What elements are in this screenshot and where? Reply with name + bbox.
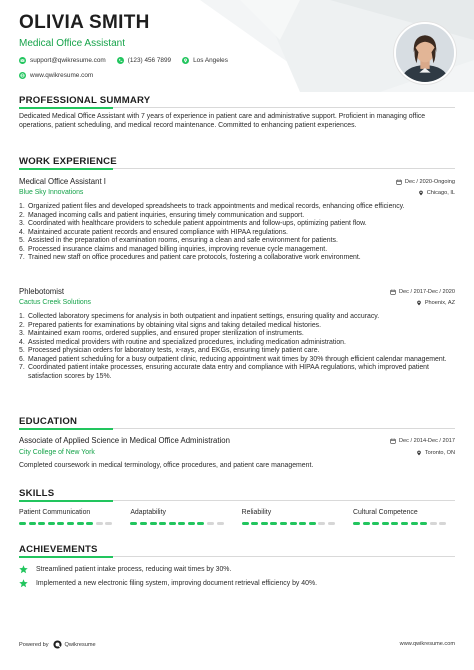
skill-item [242, 509, 344, 525]
skill-level [242, 522, 344, 525]
skill-dot-filled [299, 522, 306, 525]
skill-dot-empty [430, 522, 437, 525]
contact-row-2 [19, 72, 104, 79]
education-location-text: Toronto, ON [424, 450, 455, 456]
skill-item [19, 509, 121, 525]
skill-dot-filled [242, 522, 249, 525]
footer-url[interactable]: www.qwikresume.com [399, 641, 455, 647]
skill-dot-filled [353, 522, 360, 525]
skills-list [19, 509, 455, 525]
job-location [416, 300, 455, 306]
star-check-icon [19, 565, 28, 574]
skill-dot-filled [67, 522, 74, 525]
phone-text: (123) 456 7899 [127, 57, 172, 64]
job-dates-text: Dec / 2020-Ongoing [404, 179, 455, 185]
pin-icon [416, 300, 422, 306]
skill-dot-empty [207, 522, 214, 525]
list-item: 2. Prepared patients for examinations by obtaining vital signs and taking detailed medical histories. [19, 321, 322, 329]
skill-dot-filled [261, 522, 268, 525]
link-icon [19, 72, 26, 79]
job-location-text: Chicago, IL [426, 190, 455, 196]
list-item: 2. Managed incoming calls and patient inquiries, ensuring timely communication and support. [19, 211, 305, 219]
job-bullets [19, 203, 449, 263]
job-title: Medical Office Assistant I [19, 177, 106, 186]
job-bullets [19, 313, 449, 381]
skill-dot-filled [372, 522, 379, 525]
skill-level [19, 522, 121, 525]
achievement-text: Implemented a new electronic filing system, improving document retrieval efficiency by 40%. [36, 580, 317, 587]
education-description: Completed coursework in medical terminology, office procedures, and patient care management. [19, 462, 314, 469]
skill-dot-filled [178, 522, 185, 525]
skill-level [353, 522, 455, 525]
job-dates [390, 289, 455, 295]
skill-name: Reliability [241, 509, 272, 516]
achievement-item [19, 579, 317, 588]
skill-dot-filled [77, 522, 84, 525]
experience-divider [19, 168, 455, 169]
list-item: 4. Maintained accurate patient records and ensured compliance with HIPAA regulations. [19, 228, 288, 236]
list-item: 5. Processed physician orders for laboratory tests, x-rays, and EKGs, ensuring timely patient care. [19, 347, 320, 354]
summary-heading: PROFESSIONAL SUMMARY [19, 95, 151, 106]
star-check-icon [19, 579, 28, 588]
skill-dot-empty [105, 522, 112, 525]
list-item: 5. Assisted in the preparation of examination rooms, ensuring a clean and safe environment for patients. [19, 237, 338, 244]
skill-dot-empty [318, 522, 325, 525]
summary-divider [19, 107, 455, 108]
contact-phone[interactable] [117, 57, 171, 64]
job-location-text: Phoenix, AZ [424, 300, 455, 306]
skill-level [130, 522, 232, 525]
skill-dot-filled [290, 522, 297, 525]
calendar-icon [390, 438, 396, 444]
skill-dot-filled [270, 522, 277, 525]
skill-dot-filled [140, 522, 147, 525]
calendar-icon [390, 289, 396, 295]
job-location [418, 190, 455, 196]
skill-dot-filled [309, 522, 316, 525]
skill-dot-filled [401, 522, 408, 525]
job-dates [396, 179, 455, 185]
list-item: 7. Trained new staff on office procedures and patient care protocols, fostering a collaborative work environment. [19, 254, 361, 261]
skill-dot-filled [159, 522, 166, 525]
job-title: Phlebotomist [19, 287, 65, 296]
skill-dot-filled [197, 522, 204, 525]
skill-dot-filled [363, 522, 370, 525]
list-item: 4. Assisted medical providers with routine and specialized procedures, including medication administration. [19, 338, 346, 346]
skill-dot-empty [96, 522, 103, 525]
skill-dot-filled [391, 522, 398, 525]
skills-divider [19, 500, 455, 501]
achievements-divider [19, 556, 455, 557]
skill-dot-empty [439, 522, 446, 525]
email-text: support@qwikresume.com [30, 57, 106, 64]
skill-name: Adaptability [130, 509, 166, 516]
education-dates [390, 438, 455, 444]
location-text: Los Angeles [193, 57, 228, 64]
skill-dot-filled [150, 522, 157, 525]
list-item: 3. Maintained exam rooms, ordered supplies, and ensured proper sterilization of instruments. [19, 330, 304, 337]
powered-by-label: Powered by [19, 641, 49, 648]
achievement-text: Streamlined patient intake process, reducing wait times by 30%. [36, 566, 232, 573]
summary-text: Dedicated Medical Office Assistant with 7 years of experience in patient care and administrative support. Proficient in managing office operations, patient scheduling, and medical record maintenance. Committed to enhancing patient experiences. [19, 113, 426, 130]
skill-name: Cultural Competence [352, 509, 418, 516]
contact-location [182, 57, 228, 64]
footer-brand[interactable] [19, 640, 96, 649]
list-item: 6. Processed insurance claims and managed billing inquiries, improving revenue cycle management. [19, 245, 328, 253]
website-text: www.qwikresume.com [30, 72, 94, 79]
skill-dot-filled [48, 522, 55, 525]
degree-title: Associate of Applied Science in Medical Office Administration [19, 436, 230, 445]
pin-icon [416, 450, 422, 456]
skill-dot-filled [280, 522, 287, 525]
education-heading: EDUCATION [19, 416, 78, 427]
job-dates-text: Dec / 2017-Dec / 2020 [399, 289, 455, 295]
education-divider [19, 428, 455, 429]
avatar [394, 22, 456, 84]
brand-name: Qwikresume [64, 641, 96, 648]
contact-email[interactable] [19, 57, 106, 64]
company-name: Blue Sky Innovations [19, 189, 84, 196]
skill-dot-empty [217, 522, 224, 525]
pin-icon [418, 190, 424, 196]
email-icon [19, 57, 26, 64]
skill-dot-filled [57, 522, 64, 525]
skill-dot-filled [382, 522, 389, 525]
contact-website[interactable] [19, 72, 93, 79]
candidate-role: Medical Office Assistant [19, 38, 125, 49]
phone-icon [117, 57, 124, 64]
list-item: 1. Collected laboratory specimens for analysis in both outpatient and inpatient settings, ensuring quality and accuracy. [19, 313, 380, 320]
skill-dot-filled [411, 522, 418, 525]
location-icon [182, 57, 189, 64]
skill-dot-filled [169, 522, 176, 525]
experience-heading: WORK EXPERIENCE [19, 156, 117, 167]
skill-dot-filled [420, 522, 427, 525]
qwikresume-logo-icon [53, 640, 62, 649]
list-item: 1. Organized patient files and developed spreadsheets to track appointments and medical records, enhancing office efficiency. [19, 203, 405, 210]
skill-dot-filled [19, 522, 26, 525]
calendar-icon [396, 179, 402, 185]
list-item: 6. Managed patient scheduling for a busy outpatient clinic, reducing appointment wait times by 30% through efficient calendar management. [19, 355, 447, 363]
education-location [416, 450, 455, 456]
skill-dot-filled [251, 522, 258, 525]
skill-dot-empty [328, 522, 335, 525]
skill-dot-filled [130, 522, 137, 525]
skill-item [353, 509, 455, 525]
skills-heading: SKILLS [19, 488, 55, 499]
achievements-heading: ACHIEVEMENTS [19, 544, 98, 555]
company-name: Cactus Creek Solutions [19, 299, 92, 306]
skill-dot-filled [188, 522, 195, 525]
candidate-name: OLIVIA SMITH [19, 12, 150, 33]
skill-item [130, 509, 232, 525]
skill-dot-filled [38, 522, 45, 525]
skill-dot-filled [29, 522, 36, 525]
skill-name: Patient Communication [19, 509, 91, 516]
skill-dot-filled [86, 522, 93, 525]
contact-row [19, 57, 239, 64]
school-name: City College of New York [19, 449, 95, 456]
list-item: 3. Coordinated with healthcare providers to schedule patient appointments and follow-ups, optimizing patient flow. [19, 220, 367, 227]
education-dates-text: Dec / 2014-Dec / 2017 [399, 438, 455, 444]
list-item: 7. Coordinated patient intake processes, ensuring accurate data entry and compliance with HIPAA regulations, which improved patient satisfaction scores by 15%. [19, 364, 429, 380]
achievement-item [19, 565, 231, 574]
